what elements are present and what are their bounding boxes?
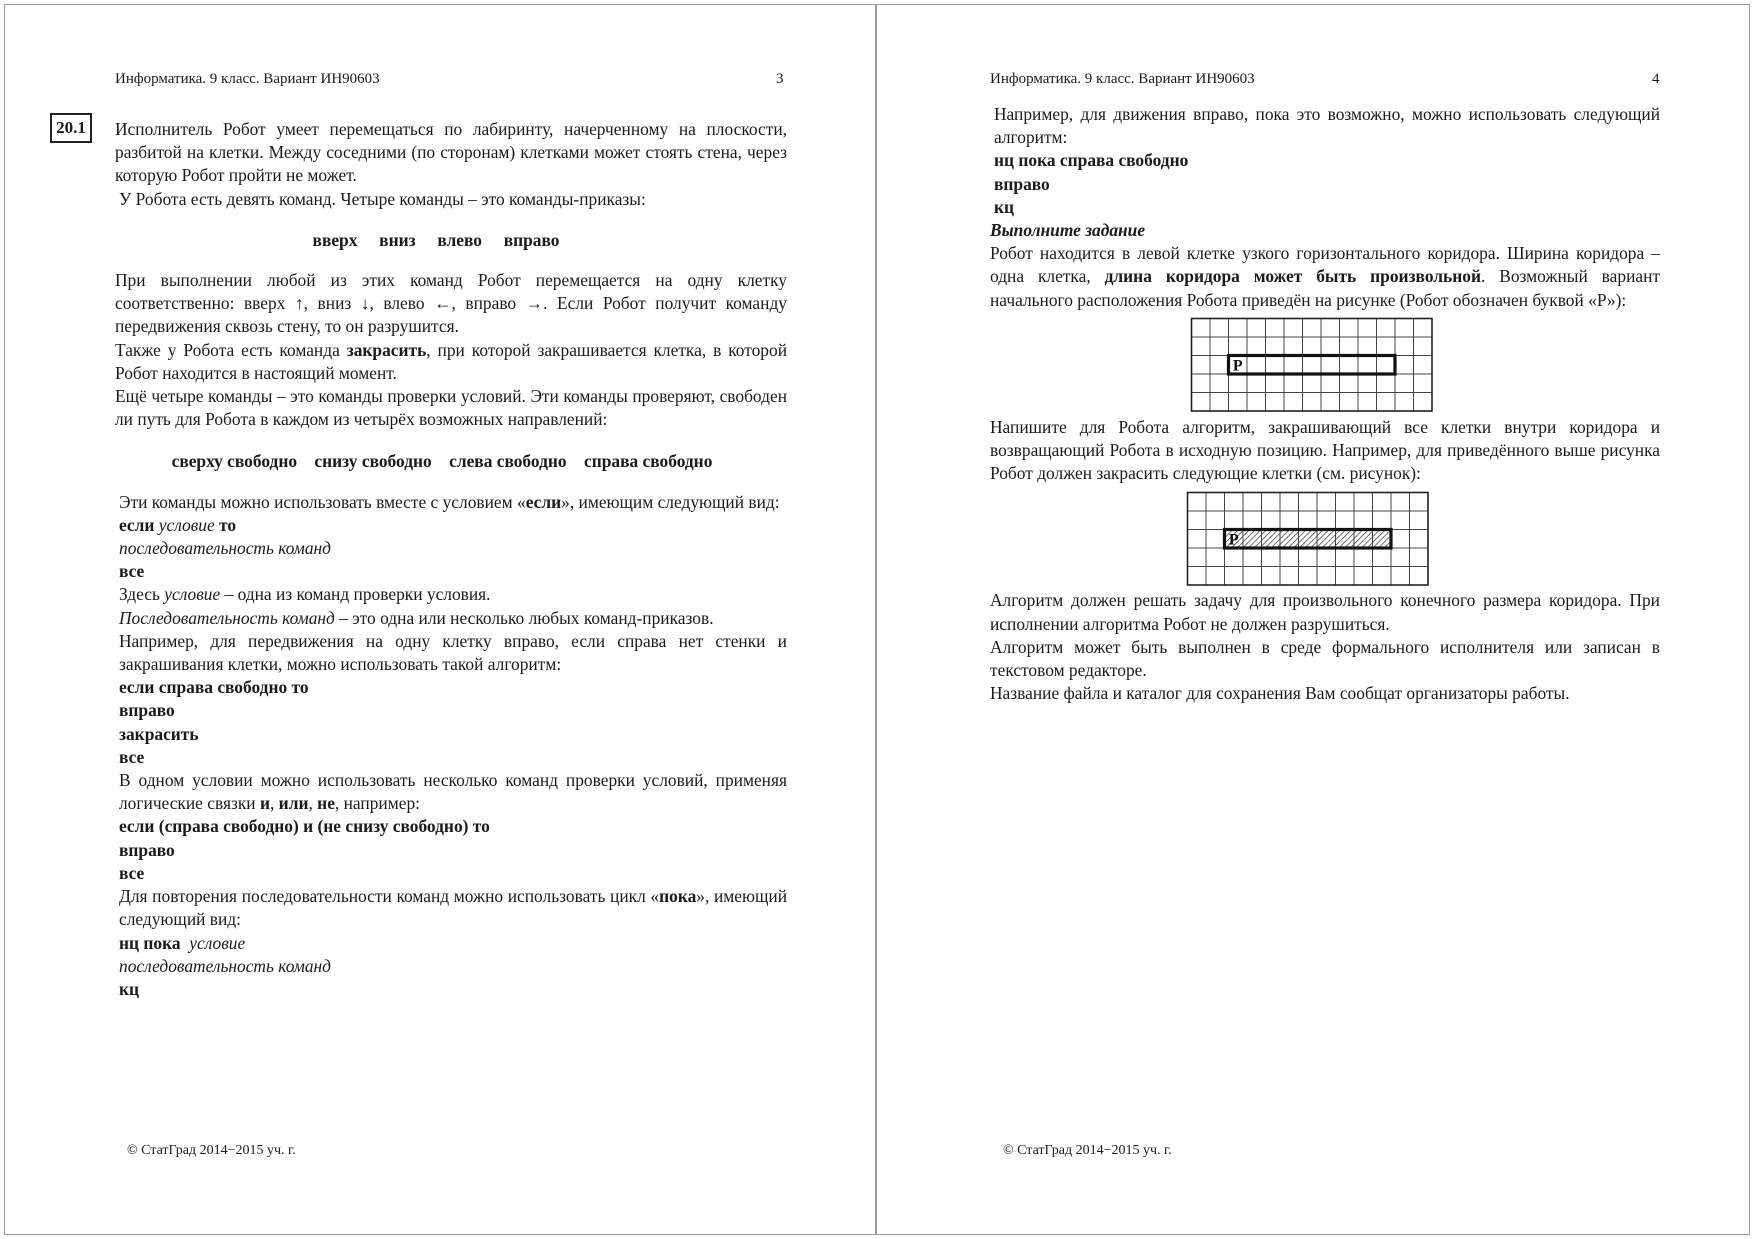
loop-syntax-end: кц: [119, 978, 140, 999]
cmd-top-free: сверху свободно: [171, 451, 298, 472]
intro-paragraph: Исполнитель Робот умеет перемещаться по лабиринту, начерченному на плоскости, разбитой на клетки. Между соседними (по сторонам) клетками может стоять стена, через которую Робот пройти не может.: [115, 119, 787, 186]
logic-description: В одном условии можно использовать несколько команд проверки условий, применяя логические связки и, или, не, например:: [119, 770, 787, 814]
task-statement: Робот находится в левой клетке узкого горизонтального коридора. Ширина коридора – одна клетка, длина коридора может быть произвольной. Возможный вариант начального расположения Робота приведён на рисунке (Робот обозначен буквой «Р»):: [990, 243, 1660, 310]
filename-note: Название файла и каталог для сохранения Вам сообщат организаторы работы.: [990, 683, 1570, 704]
page-footer: © СтатГрад 2014−2015 уч. г.: [127, 1143, 296, 1158]
page-header: Информатика. 9 класс. Вариант ИН90603: [115, 71, 380, 87]
loop-description: Для повторения последовательности команд можно использовать цикл «пока», имеющий следующий вид:: [119, 886, 787, 930]
cmd-right-free: справа свободно: [584, 451, 713, 472]
cmd-right: вправо: [503, 229, 560, 250]
cmd-bottom-free: снизу свободно: [314, 451, 432, 472]
write-algorithm-description: Напишите для Робота алгоритм, закрашивающий все клетки внутри коридора и возвращающий Робота в исходную позицию. Например, для приведённого выше рисунка Робот должен закрасить следующие клетки (см. рисунок):: [990, 416, 1660, 484]
page-number: 3: [776, 71, 784, 87]
example-intro: Например, для передвижения на одну клетку вправо, если справа нет стенки и закрашивания клетки, можно использовать такой алгоритм:: [119, 630, 787, 675]
check-description: Ещё четыре команды – это команды проверки условий. Эти команды проверяют, свободен ли путь для Робота в каждом из четырёх возможных направлений:: [115, 386, 787, 430]
figure-1-container: [990, 312, 1660, 416]
example1-line2: вправо: [119, 700, 175, 721]
paint-description: Также у Робота есть команда закрасить, при которой закрашивается клетка, в которой Робот находится в настоящий момент.: [115, 339, 788, 383]
move-description: При выполнении любой из этих команд Робот перемещается на одну клетку соответственно: вверх ↑, вниз ↓, влево ←, вправо →. Если Робот получит команду передвижения сквозь стену, то он разрушится.: [115, 270, 787, 337]
painted-cell: [1299, 530, 1318, 549]
corridor-figure-painted: [1186, 491, 1431, 588]
if-syntax-end: все: [119, 561, 145, 582]
task-body: [115, 118, 787, 1001]
example1-line1: если справа свободно то: [119, 677, 309, 698]
page-footer: © СтатГрад 2014−2015 уч. г.: [1003, 1143, 1172, 1158]
painted-cell: [1317, 530, 1336, 549]
page-3: [4, 4, 876, 1235]
commands-intro: У Робота есть девять команд. Четыре команды – это команды-приказы:: [119, 188, 646, 209]
loop-example-line2: вправо: [994, 173, 1050, 194]
page-header: Информатика. 9 класс. Вариант ИН90603: [990, 71, 1255, 87]
condition-definition: Здесь условие – одна из команд проверки условия.: [119, 584, 491, 605]
cmd-up: вверх: [312, 229, 358, 250]
page-number: 4: [1652, 71, 1660, 87]
cmd-down: вниз: [379, 229, 416, 250]
task-heading: Выполните задание: [990, 220, 1146, 241]
painted-cell: [1373, 530, 1392, 549]
example1-line3: закрасить: [119, 723, 199, 744]
corridor-figure-initial: [1190, 317, 1435, 414]
task-body-continued: [990, 103, 1660, 705]
if-description: Эти команды можно использовать вместе с условием «если», имеющим следующий вид:: [119, 491, 780, 512]
editor-note: Алгоритм может быть выполнен в среде формального исполнителя или записан в текстовом редакторе.: [990, 636, 1660, 681]
robot-marker: Р: [1232, 357, 1243, 375]
check-commands: [115, 450, 787, 473]
loop-syntax-body: последовательность команд: [119, 955, 331, 976]
sequence-definition: Последовательность команд – это одна или несколько любых команд-приказов.: [119, 607, 714, 628]
painted-cell: [1262, 530, 1281, 549]
loop-example-line3: кц: [994, 196, 1015, 217]
example1-line4: все: [119, 746, 145, 767]
task-number-badge: 20.1: [50, 113, 92, 143]
robot-marker: Р: [1228, 531, 1239, 549]
painted-cell: [1280, 530, 1299, 549]
if-syntax-body: последовательность команд: [119, 538, 331, 559]
if-syntax-line: если условие то: [119, 514, 237, 535]
cmd-left: влево: [437, 229, 482, 250]
solve-requirement: Алгоритм должен решать задачу для произвольного конечного размера коридора. При исполнении алгоритма Робот не должен разрушиться.: [990, 590, 1660, 634]
figure-2-container: [990, 485, 1660, 589]
move-commands: [115, 229, 787, 252]
cmd-left-free: слева свободно: [449, 451, 567, 472]
painted-cell: [1336, 530, 1355, 549]
example2-line1: если (справа свободно) и (не снизу свободно) то: [119, 816, 490, 837]
corridor-walls: [1229, 355, 1396, 374]
painted-cell: [1243, 530, 1262, 549]
example2-line3: все: [119, 862, 145, 883]
loop-example-line1: нц пока справа свободно: [994, 150, 1189, 171]
painted-cell: [1354, 530, 1373, 549]
loop-example-intro: Например, для движения вправо, пока это возможно, можно использовать следующий алгоритм:: [994, 104, 1660, 148]
loop-syntax-line: нц пока условие: [119, 932, 246, 953]
page-4: [876, 4, 1750, 1235]
example2-line2: вправо: [119, 839, 175, 860]
